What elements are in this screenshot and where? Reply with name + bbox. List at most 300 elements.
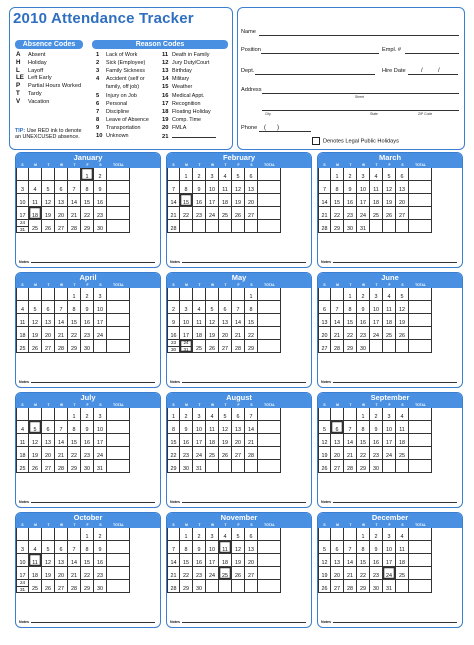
day-cell[interactable] xyxy=(232,340,245,353)
day-cell[interactable] xyxy=(180,528,193,541)
day-cell[interactable] xyxy=(232,168,245,181)
day-cell[interactable] xyxy=(16,528,29,541)
day-cell[interactable] xyxy=(94,447,107,460)
day-cell[interactable] xyxy=(193,434,206,447)
day-cell[interactable] xyxy=(344,194,357,207)
day-cell[interactable] xyxy=(318,528,331,541)
day-cell[interactable] xyxy=(219,528,232,541)
day-cell[interactable] xyxy=(55,220,68,233)
day-cell[interactable] xyxy=(68,434,81,447)
day-cell[interactable] xyxy=(396,580,409,593)
day-cell[interactable] xyxy=(16,460,29,473)
day-cell[interactable] xyxy=(167,220,180,233)
name-field[interactable] xyxy=(259,35,459,36)
day-cell[interactable] xyxy=(167,288,180,301)
week-total-cell[interactable] xyxy=(409,567,432,580)
day-cell[interactable] xyxy=(357,408,370,421)
day-cell[interactable] xyxy=(55,314,68,327)
day-cell[interactable] xyxy=(68,541,81,554)
week-total-cell[interactable] xyxy=(409,541,432,554)
day-cell[interactable] xyxy=(232,421,245,434)
day-cell[interactable] xyxy=(206,168,219,181)
day-cell[interactable] xyxy=(68,194,81,207)
week-total-cell[interactable] xyxy=(409,327,432,340)
day-cell[interactable] xyxy=(180,434,193,447)
day-cell[interactable] xyxy=(180,447,193,460)
week-total-cell[interactable] xyxy=(409,408,432,421)
week-total-cell[interactable] xyxy=(258,408,281,421)
day-cell[interactable] xyxy=(68,567,81,580)
day-cell[interactable] xyxy=(206,207,219,220)
day-cell[interactable] xyxy=(94,314,107,327)
day-cell[interactable] xyxy=(81,421,94,434)
day-cell[interactable] xyxy=(245,168,258,181)
week-total-cell[interactable] xyxy=(409,340,432,353)
day-cell[interactable] xyxy=(206,421,219,434)
day-cell[interactable] xyxy=(357,447,370,460)
day-cell[interactable] xyxy=(331,421,344,434)
day-cell[interactable] xyxy=(331,580,344,593)
day-cell[interactable] xyxy=(396,220,409,233)
day-cell[interactable] xyxy=(370,327,383,340)
day-cell[interactable] xyxy=(357,220,370,233)
day-cell[interactable] xyxy=(193,460,206,473)
week-total-cell[interactable] xyxy=(107,541,130,554)
day-cell[interactable] xyxy=(16,567,29,580)
day-cell[interactable] xyxy=(383,434,396,447)
day-cell[interactable] xyxy=(206,528,219,541)
day-cell[interactable] xyxy=(193,314,206,327)
day-cell[interactable] xyxy=(357,421,370,434)
day-cell[interactable] xyxy=(318,314,331,327)
day-cell[interactable] xyxy=(206,580,219,593)
day-cell[interactable] xyxy=(396,447,409,460)
day-cell[interactable] xyxy=(344,220,357,233)
day-cell[interactable] xyxy=(232,554,245,567)
day-cell[interactable] xyxy=(206,194,219,207)
day-cell[interactable] xyxy=(29,220,42,233)
day-cell[interactable] xyxy=(331,207,344,220)
day-cell[interactable] xyxy=(396,181,409,194)
day-cell[interactable] xyxy=(219,194,232,207)
day-cell[interactable] xyxy=(29,194,42,207)
day-cell[interactable] xyxy=(396,460,409,473)
day-cell[interactable] xyxy=(370,554,383,567)
day-cell[interactable] xyxy=(180,541,193,554)
day-cell[interactable] xyxy=(383,460,396,473)
week-total-cell[interactable] xyxy=(107,288,130,301)
day-cell[interactable] xyxy=(167,408,180,421)
week-total-cell[interactable] xyxy=(258,314,281,327)
day-cell[interactable] xyxy=(331,541,344,554)
day-cell[interactable] xyxy=(167,327,180,340)
day-cell[interactable] xyxy=(383,340,396,353)
day-cell[interactable] xyxy=(219,408,232,421)
week-total-cell[interactable] xyxy=(107,168,130,181)
day-cell[interactable] xyxy=(331,194,344,207)
day-cell[interactable] xyxy=(318,168,331,181)
day-cell[interactable] xyxy=(167,434,180,447)
day-cell[interactable] xyxy=(245,220,258,233)
week-total-cell[interactable] xyxy=(409,314,432,327)
day-cell[interactable] xyxy=(383,541,396,554)
day-cell[interactable] xyxy=(29,554,42,567)
day-cell[interactable] xyxy=(331,408,344,421)
week-total-cell[interactable] xyxy=(409,434,432,447)
day-cell[interactable] xyxy=(81,460,94,473)
day-cell[interactable] xyxy=(193,447,206,460)
day-cell[interactable] xyxy=(357,528,370,541)
day-cell[interactable] xyxy=(344,207,357,220)
day-cell[interactable] xyxy=(81,554,94,567)
day-cell[interactable] xyxy=(180,340,193,353)
week-total-cell[interactable] xyxy=(107,567,130,580)
day-cell[interactable] xyxy=(193,301,206,314)
day-cell[interactable] xyxy=(81,340,94,353)
day-cell[interactable] xyxy=(370,434,383,447)
day-cell[interactable] xyxy=(68,168,81,181)
day-cell[interactable] xyxy=(81,408,94,421)
day-cell[interactable] xyxy=(219,460,232,473)
day-cell[interactable] xyxy=(396,288,409,301)
day-cell[interactable] xyxy=(68,447,81,460)
day-cell[interactable] xyxy=(94,580,107,593)
day-cell[interactable] xyxy=(232,580,245,593)
day-cell[interactable] xyxy=(219,220,232,233)
day-cell[interactable] xyxy=(245,434,258,447)
day-cell[interactable] xyxy=(16,327,29,340)
reason-21-blank-line[interactable] xyxy=(172,133,216,138)
week-total-cell[interactable] xyxy=(258,528,281,541)
day-cell[interactable] xyxy=(68,207,81,220)
day-cell[interactable] xyxy=(193,541,206,554)
day-cell[interactable] xyxy=(16,194,29,207)
day-cell[interactable] xyxy=(245,580,258,593)
day-cell[interactable] xyxy=(370,220,383,233)
day-cell[interactable] xyxy=(396,194,409,207)
day-cell[interactable] xyxy=(16,434,29,447)
day-cell[interactable] xyxy=(193,421,206,434)
day-cell[interactable] xyxy=(180,314,193,327)
week-total-cell[interactable] xyxy=(258,288,281,301)
day-cell[interactable] xyxy=(29,301,42,314)
day-cell[interactable] xyxy=(55,554,68,567)
day-cell[interactable] xyxy=(357,207,370,220)
day-cell[interactable] xyxy=(357,580,370,593)
week-total-cell[interactable] xyxy=(258,434,281,447)
day-cell[interactable] xyxy=(396,301,409,314)
day-cell[interactable] xyxy=(318,567,331,580)
day-cell[interactable] xyxy=(219,301,232,314)
day-cell[interactable] xyxy=(357,301,370,314)
day-cell[interactable] xyxy=(318,207,331,220)
day-cell[interactable] xyxy=(370,301,383,314)
day-cell[interactable] xyxy=(94,567,107,580)
day-cell[interactable] xyxy=(331,447,344,460)
week-total-cell[interactable] xyxy=(258,460,281,473)
day-cell[interactable] xyxy=(42,194,55,207)
day-cell[interactable] xyxy=(318,220,331,233)
day-cell[interactable] xyxy=(206,220,219,233)
day-cell[interactable] xyxy=(344,314,357,327)
day-cell[interactable] xyxy=(81,181,94,194)
day-cell[interactable] xyxy=(344,408,357,421)
day-cell[interactable] xyxy=(357,181,370,194)
day-cell[interactable] xyxy=(344,181,357,194)
day-cell[interactable] xyxy=(193,288,206,301)
day-cell[interactable] xyxy=(193,408,206,421)
day-cell[interactable] xyxy=(29,327,42,340)
day-cell[interactable] xyxy=(232,567,245,580)
day-cell[interactable] xyxy=(167,580,180,593)
day-cell[interactable] xyxy=(232,288,245,301)
week-total-cell[interactable] xyxy=(409,220,432,233)
day-cell[interactable] xyxy=(42,541,55,554)
day-cell[interactable] xyxy=(94,541,107,554)
day-cell[interactable] xyxy=(193,554,206,567)
day-cell[interactable] xyxy=(344,580,357,593)
week-total-cell[interactable] xyxy=(409,554,432,567)
week-total-cell[interactable] xyxy=(258,220,281,233)
day-cell[interactable] xyxy=(42,421,55,434)
day-cell[interactable] xyxy=(383,447,396,460)
day-cell[interactable] xyxy=(55,327,68,340)
notes-field[interactable] xyxy=(19,380,157,384)
day-cell[interactable] xyxy=(167,340,180,353)
day-cell[interactable] xyxy=(16,288,29,301)
day-cell[interactable] xyxy=(344,567,357,580)
day-cell[interactable] xyxy=(383,314,396,327)
day-cell[interactable] xyxy=(344,434,357,447)
day-cell[interactable] xyxy=(318,421,331,434)
day-cell[interactable] xyxy=(357,541,370,554)
day-cell[interactable] xyxy=(318,181,331,194)
day-cell[interactable] xyxy=(245,421,258,434)
day-cell[interactable] xyxy=(206,434,219,447)
day-cell[interactable] xyxy=(219,314,232,327)
day-cell[interactable] xyxy=(68,340,81,353)
day-cell[interactable] xyxy=(81,220,94,233)
day-cell[interactable] xyxy=(357,194,370,207)
day-cell[interactable] xyxy=(94,301,107,314)
day-cell[interactable] xyxy=(318,460,331,473)
day-cell[interactable] xyxy=(193,327,206,340)
notes-field[interactable] xyxy=(321,260,459,264)
day-cell[interactable] xyxy=(383,580,396,593)
day-cell[interactable] xyxy=(81,528,94,541)
day-cell[interactable] xyxy=(193,567,206,580)
day-cell[interactable] xyxy=(180,288,193,301)
day-cell[interactable] xyxy=(81,194,94,207)
week-total-cell[interactable] xyxy=(107,408,130,421)
day-cell[interactable] xyxy=(55,168,68,181)
day-cell[interactable] xyxy=(344,288,357,301)
day-cell[interactable] xyxy=(180,554,193,567)
day-cell[interactable] xyxy=(29,314,42,327)
day-cell[interactable] xyxy=(318,327,331,340)
day-cell[interactable] xyxy=(219,567,232,580)
day-cell[interactable] xyxy=(29,567,42,580)
day-cell[interactable] xyxy=(68,408,81,421)
week-total-cell[interactable] xyxy=(258,181,281,194)
day-cell[interactable] xyxy=(42,288,55,301)
week-total-cell[interactable] xyxy=(258,327,281,340)
day-cell[interactable] xyxy=(16,207,29,220)
day-cell[interactable] xyxy=(344,421,357,434)
day-cell[interactable] xyxy=(206,447,219,460)
day-cell[interactable] xyxy=(245,340,258,353)
week-total-cell[interactable] xyxy=(409,460,432,473)
day-cell[interactable] xyxy=(206,314,219,327)
day-cell[interactable] xyxy=(94,181,107,194)
day-cell[interactable] xyxy=(318,408,331,421)
day-cell[interactable] xyxy=(94,340,107,353)
day-cell[interactable] xyxy=(219,288,232,301)
day-cell[interactable] xyxy=(206,181,219,194)
day-cell[interactable] xyxy=(81,207,94,220)
day-cell[interactable] xyxy=(318,554,331,567)
day-cell[interactable] xyxy=(55,340,68,353)
week-total-cell[interactable] xyxy=(258,421,281,434)
day-cell[interactable] xyxy=(232,408,245,421)
day-cell[interactable] xyxy=(42,460,55,473)
day-cell[interactable] xyxy=(81,288,94,301)
day-cell[interactable] xyxy=(206,554,219,567)
day-cell[interactable] xyxy=(370,340,383,353)
day-cell[interactable] xyxy=(245,447,258,460)
week-total-cell[interactable] xyxy=(258,301,281,314)
day-cell[interactable] xyxy=(94,168,107,181)
day-cell[interactable] xyxy=(16,181,29,194)
notes-field[interactable] xyxy=(19,260,157,264)
day-cell[interactable] xyxy=(16,220,29,233)
day-cell[interactable] xyxy=(167,168,180,181)
day-cell[interactable] xyxy=(29,447,42,460)
day-cell[interactable] xyxy=(344,301,357,314)
day-cell[interactable] xyxy=(383,327,396,340)
day-cell[interactable] xyxy=(42,220,55,233)
week-total-cell[interactable] xyxy=(107,207,130,220)
day-cell[interactable] xyxy=(94,554,107,567)
day-cell[interactable] xyxy=(206,408,219,421)
week-total-cell[interactable] xyxy=(409,421,432,434)
week-total-cell[interactable] xyxy=(409,194,432,207)
day-cell[interactable] xyxy=(383,168,396,181)
day-cell[interactable] xyxy=(206,567,219,580)
day-cell[interactable] xyxy=(193,580,206,593)
notes-field[interactable] xyxy=(170,620,308,624)
notes-field[interactable] xyxy=(321,380,459,384)
week-total-cell[interactable] xyxy=(107,314,130,327)
day-cell[interactable] xyxy=(370,567,383,580)
day-cell[interactable] xyxy=(318,580,331,593)
day-cell[interactable] xyxy=(344,447,357,460)
day-cell[interactable] xyxy=(94,408,107,421)
day-cell[interactable] xyxy=(68,181,81,194)
day-cell[interactable] xyxy=(42,580,55,593)
day-cell[interactable] xyxy=(245,408,258,421)
day-cell[interactable] xyxy=(245,194,258,207)
day-cell[interactable] xyxy=(55,447,68,460)
day-cell[interactable] xyxy=(357,314,370,327)
day-cell[interactable] xyxy=(383,181,396,194)
day-cell[interactable] xyxy=(81,327,94,340)
day-cell[interactable] xyxy=(81,567,94,580)
week-total-cell[interactable] xyxy=(107,301,130,314)
dept-field[interactable] xyxy=(255,74,375,75)
day-cell[interactable] xyxy=(219,327,232,340)
day-cell[interactable] xyxy=(42,528,55,541)
day-cell[interactable] xyxy=(55,301,68,314)
day-cell[interactable] xyxy=(245,288,258,301)
day-cell[interactable] xyxy=(94,327,107,340)
day-cell[interactable] xyxy=(167,460,180,473)
day-cell[interactable] xyxy=(331,181,344,194)
day-cell[interactable] xyxy=(16,301,29,314)
day-cell[interactable] xyxy=(232,447,245,460)
day-cell[interactable] xyxy=(383,528,396,541)
day-cell[interactable] xyxy=(383,408,396,421)
day-cell[interactable] xyxy=(331,340,344,353)
day-cell[interactable] xyxy=(180,567,193,580)
day-cell[interactable] xyxy=(383,288,396,301)
day-cell[interactable] xyxy=(396,554,409,567)
day-cell[interactable] xyxy=(16,408,29,421)
day-cell[interactable] xyxy=(396,207,409,220)
day-cell[interactable] xyxy=(29,168,42,181)
day-cell[interactable] xyxy=(68,421,81,434)
week-total-cell[interactable] xyxy=(409,528,432,541)
day-cell[interactable] xyxy=(68,580,81,593)
notes-field[interactable] xyxy=(170,380,308,384)
day-cell[interactable] xyxy=(42,340,55,353)
week-total-cell[interactable] xyxy=(409,288,432,301)
week-total-cell[interactable] xyxy=(409,207,432,220)
day-cell[interactable] xyxy=(232,301,245,314)
day-cell[interactable] xyxy=(370,314,383,327)
day-cell[interactable] xyxy=(180,194,193,207)
day-cell[interactable] xyxy=(219,421,232,434)
day-cell[interactable] xyxy=(55,207,68,220)
day-cell[interactable] xyxy=(370,447,383,460)
day-cell[interactable] xyxy=(383,207,396,220)
day-cell[interactable] xyxy=(42,567,55,580)
notes-field[interactable] xyxy=(19,500,157,504)
day-cell[interactable] xyxy=(245,327,258,340)
day-cell[interactable] xyxy=(29,181,42,194)
week-total-cell[interactable] xyxy=(409,580,432,593)
day-cell[interactable] xyxy=(396,421,409,434)
day-cell[interactable] xyxy=(167,554,180,567)
day-cell[interactable] xyxy=(219,580,232,593)
week-total-cell[interactable] xyxy=(107,447,130,460)
day-cell[interactable] xyxy=(29,340,42,353)
day-cell[interactable] xyxy=(167,541,180,554)
day-cell[interactable] xyxy=(206,460,219,473)
day-cell[interactable] xyxy=(331,528,344,541)
day-cell[interactable] xyxy=(68,327,81,340)
day-cell[interactable] xyxy=(193,181,206,194)
week-total-cell[interactable] xyxy=(107,460,130,473)
day-cell[interactable] xyxy=(318,301,331,314)
day-cell[interactable] xyxy=(396,528,409,541)
day-cell[interactable] xyxy=(68,554,81,567)
week-total-cell[interactable] xyxy=(107,220,130,233)
day-cell[interactable] xyxy=(383,567,396,580)
day-cell[interactable] xyxy=(370,580,383,593)
day-cell[interactable] xyxy=(219,554,232,567)
day-cell[interactable] xyxy=(29,288,42,301)
